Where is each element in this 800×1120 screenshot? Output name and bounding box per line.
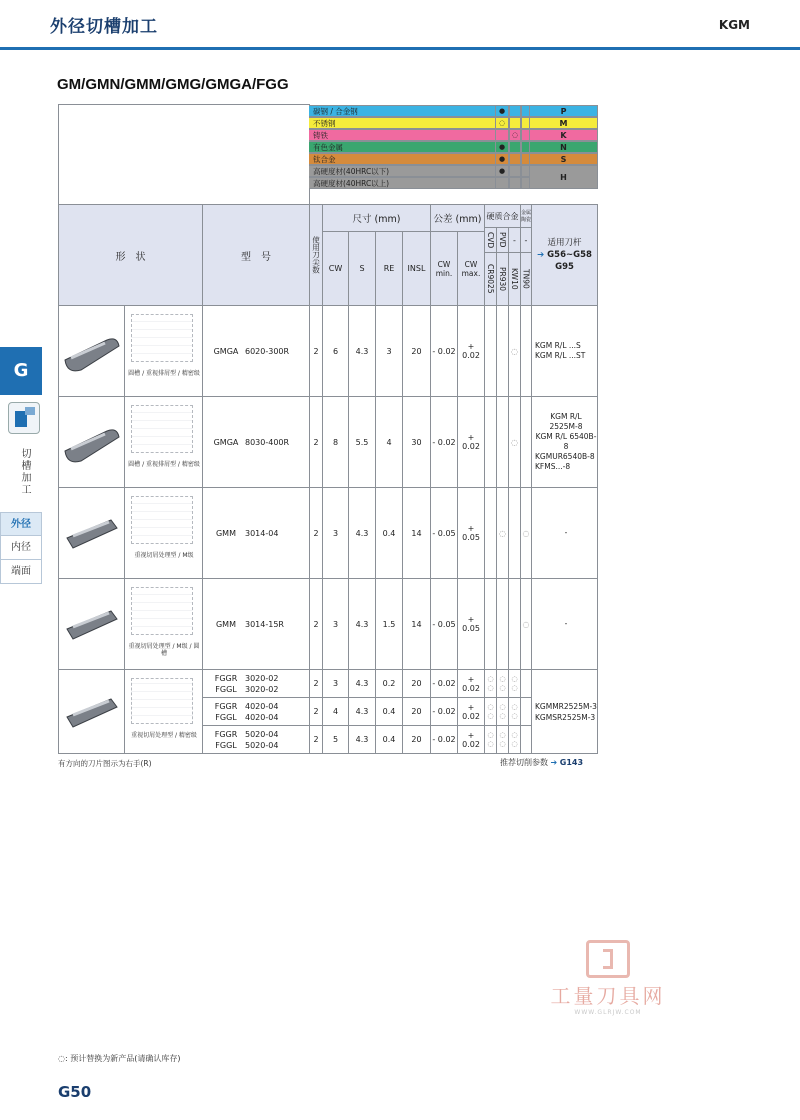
- insert-caption: 重视切屑处理型 / M级 / 圆槽: [128, 643, 200, 657]
- model-code: 3020-02: [245, 673, 279, 683]
- model-prefix: FGGR: [214, 729, 238, 739]
- edges-cell: 2: [309, 669, 323, 698]
- insert-drawing: [124, 396, 203, 488]
- insl-header: INSL: [402, 231, 431, 306]
- model-line: [207, 712, 278, 723]
- model-line: [207, 701, 278, 712]
- cw-cell: 3: [322, 578, 349, 670]
- material-row: 高硬度材(40HRC以上): [309, 177, 496, 189]
- material-mark-2: [509, 177, 521, 189]
- insl-cell: 14: [402, 487, 431, 579]
- re-cell: 0.4: [375, 725, 403, 754]
- holder-item[interactable]: KGMUR6540B-8: [535, 452, 595, 461]
- product-table: [58, 104, 598, 756]
- grade-mark-cell: ◌: [508, 396, 521, 488]
- dash-header: -: [508, 227, 521, 253]
- holder-cell: [531, 578, 598, 670]
- grade-kw10: KW10: [508, 252, 521, 306]
- cwmax-cell: + 0.02: [457, 305, 485, 397]
- cw-cell: 3: [322, 487, 349, 579]
- grade-mark: ◌: [511, 711, 518, 720]
- grade-mark: ◌: [499, 683, 506, 692]
- insl-cell: 20: [402, 669, 431, 698]
- insert-drawing: [124, 578, 203, 670]
- page-number: G50: [58, 1083, 92, 1101]
- model-cell: [202, 669, 310, 698]
- grade-mark-cell: ◌: [520, 487, 532, 579]
- carbide-header: 硬质合金: [484, 204, 521, 228]
- holder-item[interactable]: -: [564, 619, 568, 628]
- model-cell: [202, 305, 310, 397]
- cwmax-cell: + 0.05: [457, 487, 485, 579]
- model-prefix: GMM: [215, 619, 236, 629]
- model-prefix: FGGR: [214, 673, 238, 683]
- model-code: 4020-04: [245, 701, 279, 711]
- grade-mark: ◌: [499, 739, 506, 748]
- grade-mark-cell: ◌: [496, 487, 509, 579]
- edges-cell: 2: [309, 578, 323, 670]
- tol-header: 公差 (mm): [430, 204, 485, 232]
- shape-header: 形 状: [58, 204, 203, 306]
- grade-mark-cell: ◌ ◌: [484, 725, 497, 754]
- material-mark-2: [509, 165, 521, 177]
- cutting-params-link[interactable]: 推荐切削参数 ➔ G143: [500, 758, 584, 767]
- material-mark: [495, 177, 509, 189]
- material-code: S: [529, 153, 598, 165]
- insl-cell: 30: [402, 396, 431, 488]
- material-mark: [495, 129, 509, 141]
- s-cell: 4.3: [348, 305, 376, 397]
- cwmin-cell: - 0.02: [430, 396, 458, 488]
- holder-item[interactable]: KGM R/L ...S: [535, 341, 581, 350]
- holder-cell: [531, 305, 598, 397]
- technical-drawing: [131, 314, 193, 362]
- s-cell: 4.3: [348, 725, 376, 754]
- model-code: 8030-400R: [245, 437, 290, 447]
- section-title: GM/GMN/GMM/GMG/GMGA/FGG: [57, 76, 289, 93]
- grade-mark-cell: ◌ ◌: [484, 697, 497, 726]
- side-menu-face[interactable]: 端面: [0, 560, 42, 584]
- model-prefix: FGGR: [214, 701, 238, 711]
- watermark-url: WWW.GLRJW.COM: [574, 1009, 642, 1016]
- s-cell: 4.3: [348, 578, 376, 670]
- re-cell: 3: [375, 305, 403, 397]
- edges-header: 使用刀尖数: [309, 204, 323, 306]
- cw-cell: 4: [322, 697, 349, 726]
- model-prefix: GMM: [215, 528, 236, 538]
- re-cell: 1.5: [375, 578, 403, 670]
- material-mark: ●: [495, 141, 509, 153]
- material-code: H: [529, 165, 598, 189]
- grade-mark-cell: ◌: [520, 578, 532, 670]
- technical-drawing: [131, 678, 193, 724]
- side-menu-internal[interactable]: 内径: [0, 536, 42, 560]
- grade-mark-cell: ◌ ◌: [484, 669, 497, 698]
- insert-photo: [58, 396, 125, 488]
- insert-drawing: [124, 305, 203, 397]
- holder-cell: [531, 669, 598, 754]
- cw-header: CW: [322, 231, 349, 306]
- arrow-icon: ➔: [537, 250, 545, 260]
- insert-photo: [58, 305, 125, 397]
- model-code: 3014-15R: [245, 619, 284, 629]
- grade-mark: ◌: [511, 683, 518, 692]
- re-cell: 0.2: [375, 669, 403, 698]
- material-mark-2: [509, 117, 521, 129]
- holder-item[interactable]: -: [564, 528, 568, 537]
- grade-mark: ◌: [487, 711, 494, 720]
- grade-mark-cell: ◌ ◌: [496, 697, 509, 726]
- direction-note: 有方向的刀片图示为右手(R): [58, 759, 152, 768]
- holder-ref-link[interactable]: ➔ G56~G58: [537, 250, 592, 260]
- material-mark: ◌: [495, 117, 509, 129]
- material-mark: ●: [495, 105, 509, 117]
- cvd-header: CVD: [484, 227, 497, 253]
- cwmin-cell: - 0.02: [430, 697, 458, 726]
- technical-drawing: [131, 587, 193, 635]
- holder-item[interactable]: KGMSR2525M-3: [535, 712, 596, 722]
- grade-tn90: TN90: [520, 252, 532, 306]
- material-row: 高硬度材(40HRC以下): [309, 165, 496, 177]
- model-cell: [202, 578, 310, 670]
- material-code: N: [529, 141, 598, 153]
- cw-cell: 5: [322, 725, 349, 754]
- cw-cell: 8: [322, 396, 349, 488]
- arrow-icon: ➔: [550, 758, 558, 767]
- chapter-label: 切槽加工: [19, 448, 30, 496]
- material-row: 碳钢 / 合金钢: [309, 105, 496, 117]
- insl-cell: 14: [402, 578, 431, 670]
- holder-item[interactable]: KGM R/L ...ST: [535, 351, 586, 360]
- material-row: 铸铁: [309, 129, 496, 141]
- edges-cell: 2: [309, 487, 323, 579]
- re-cell: 4: [375, 396, 403, 488]
- cermet-header: 金属陶瓷: [520, 204, 532, 228]
- re-header: RE: [375, 231, 403, 306]
- cwmin-cell: - 0.02: [430, 669, 458, 698]
- s-cell: 4.3: [348, 669, 376, 698]
- holder-item[interactable]: KGMMR2525M-3: [535, 701, 597, 711]
- model-prefix: FGGL: [215, 712, 237, 722]
- insert-photo: [58, 578, 125, 670]
- material-code: K: [529, 129, 598, 141]
- insert-caption: 重视切屑处理型 / 精密级: [131, 732, 197, 739]
- insert-drawing: [124, 487, 203, 579]
- material-mark-2: [509, 141, 521, 153]
- edges-cell: 2: [309, 725, 323, 754]
- chapter-tab[interactable]: G: [0, 347, 42, 395]
- insert-caption: 圆槽 / 重视排屑型 / 精密级: [128, 461, 200, 468]
- cwmax-cell: + 0.02: [457, 697, 485, 726]
- side-menu: [0, 512, 42, 584]
- s-cell: 5.5: [348, 396, 376, 488]
- model-code: 3014-04: [245, 528, 279, 538]
- re-cell: 0.4: [375, 697, 403, 726]
- table-corner: [58, 104, 310, 205]
- material-mark: ●: [495, 165, 509, 177]
- material-mark-2: ◌: [509, 129, 521, 141]
- page-title: 外径切槽加工: [50, 17, 158, 37]
- technical-drawing: [131, 405, 193, 453]
- holder-item[interactable]: KGM R/L 2525M-8: [549, 412, 583, 431]
- model-cell: [202, 487, 310, 579]
- model-cell: [202, 697, 310, 726]
- insl-cell: 20: [402, 305, 431, 397]
- model-code: 5020-04: [245, 740, 279, 750]
- edges-cell: 2: [309, 396, 323, 488]
- grade-cr9025: CR9025: [484, 252, 497, 306]
- edges-cell: 2: [309, 697, 323, 726]
- insert-caption: 圆槽 / 重视排屑型 / 精密级: [128, 370, 200, 377]
- grade-mark: ◌: [487, 739, 494, 748]
- cwmin-header: CW min.: [430, 231, 458, 306]
- model-prefix: GMGA: [213, 437, 239, 447]
- insert-caption: 重视切屑处理型 / M级: [134, 552, 194, 559]
- series-label: KGM: [718, 18, 750, 32]
- dash-header-2: -: [520, 227, 532, 253]
- model-line: [207, 673, 278, 684]
- insl-cell: 20: [402, 697, 431, 726]
- s-cell: 4.3: [348, 697, 376, 726]
- material-mark-2: [509, 105, 521, 117]
- material-row: 有色金属: [309, 141, 496, 153]
- grade-mark: ◌: [511, 739, 518, 748]
- grade-mark-cell: ◌ ◌: [496, 725, 509, 754]
- insl-cell: 20: [402, 725, 431, 754]
- cwmin-cell: - 0.02: [430, 305, 458, 397]
- holder-ref-link-2[interactable]: G95: [555, 262, 574, 272]
- legend-note: ◌: 预计替换为新产品(请确认库存): [58, 1054, 181, 1063]
- technical-drawing: [131, 496, 193, 544]
- watermark-logo-icon: [586, 940, 630, 978]
- holder-item[interactable]: KFMS...-8: [535, 462, 571, 471]
- grade-mark-cell: ◌ ◌: [496, 669, 509, 698]
- grade-mark: ◌: [499, 711, 506, 720]
- dims-header: 尺寸 (mm): [322, 204, 431, 232]
- grade-mark-cell: ◌ ◌: [508, 669, 521, 698]
- cwmax-cell: + 0.02: [457, 725, 485, 754]
- material-mark: ●: [495, 153, 509, 165]
- model-line: [207, 740, 278, 751]
- holder-cell: [531, 487, 598, 579]
- model-code: 4020-04: [245, 712, 279, 722]
- model-code: 6020-300R: [245, 346, 290, 356]
- model-prefix: FGGL: [215, 684, 237, 694]
- model-code: 5020-04: [245, 729, 279, 739]
- cwmax-header: CW max.: [457, 231, 485, 306]
- watermark-text: 工量刀具网: [550, 984, 666, 1008]
- side-menu-external[interactable]: 外径: [0, 512, 42, 536]
- model-header: 型 号: [202, 204, 310, 306]
- model-cell: [202, 396, 310, 488]
- holder-header-label: 适用刀杆: [547, 238, 582, 248]
- material-row: 钛合金: [309, 153, 496, 165]
- insert-photo: [58, 669, 125, 754]
- holder-header: [531, 204, 598, 306]
- cw-cell: 6: [322, 305, 349, 397]
- model-cell: [202, 725, 310, 754]
- insert-photo: [58, 487, 125, 579]
- page-header: [0, 0, 800, 50]
- cw-cell: 3: [322, 669, 349, 698]
- model-prefix: FGGL: [215, 740, 237, 750]
- cwmin-cell: - 0.05: [430, 578, 458, 670]
- grade-mark: ◌: [487, 683, 494, 692]
- grooving-icon: [8, 402, 40, 434]
- s-header: S: [348, 231, 376, 306]
- cwmax-cell: + 0.02: [457, 396, 485, 488]
- s-cell: 4.3: [348, 487, 376, 579]
- cwmax-cell: + 0.02: [457, 669, 485, 698]
- model-code: 3020-02: [245, 684, 279, 694]
- cwmin-cell: - 0.02: [430, 725, 458, 754]
- edges-cell: 2: [309, 305, 323, 397]
- cwmax-cell: + 0.05: [457, 578, 485, 670]
- watermark: [528, 940, 688, 1016]
- material-row: 不锈钢: [309, 117, 496, 129]
- model-prefix: GMGA: [213, 346, 239, 356]
- material-mark-3: [521, 177, 530, 189]
- grade-mark-cell: ◌: [508, 305, 521, 397]
- cwmin-cell: - 0.05: [430, 487, 458, 579]
- insert-drawing: [124, 669, 203, 754]
- material-code: P: [529, 105, 598, 117]
- material-mark-2: [509, 153, 521, 165]
- model-line: [207, 684, 278, 695]
- grade-mark-cell: ◌ ◌: [508, 725, 521, 754]
- grade-mark-cell: ◌ ◌: [508, 697, 521, 726]
- holder-item[interactable]: KGM R/L 6540B-8: [535, 432, 597, 451]
- holder-cell: [531, 396, 598, 488]
- material-code: M: [529, 117, 598, 129]
- re-cell: 0.4: [375, 487, 403, 579]
- pvd-header: PVD: [496, 227, 509, 253]
- grade-pr930: PR930: [496, 252, 509, 306]
- model-line: [207, 729, 278, 740]
